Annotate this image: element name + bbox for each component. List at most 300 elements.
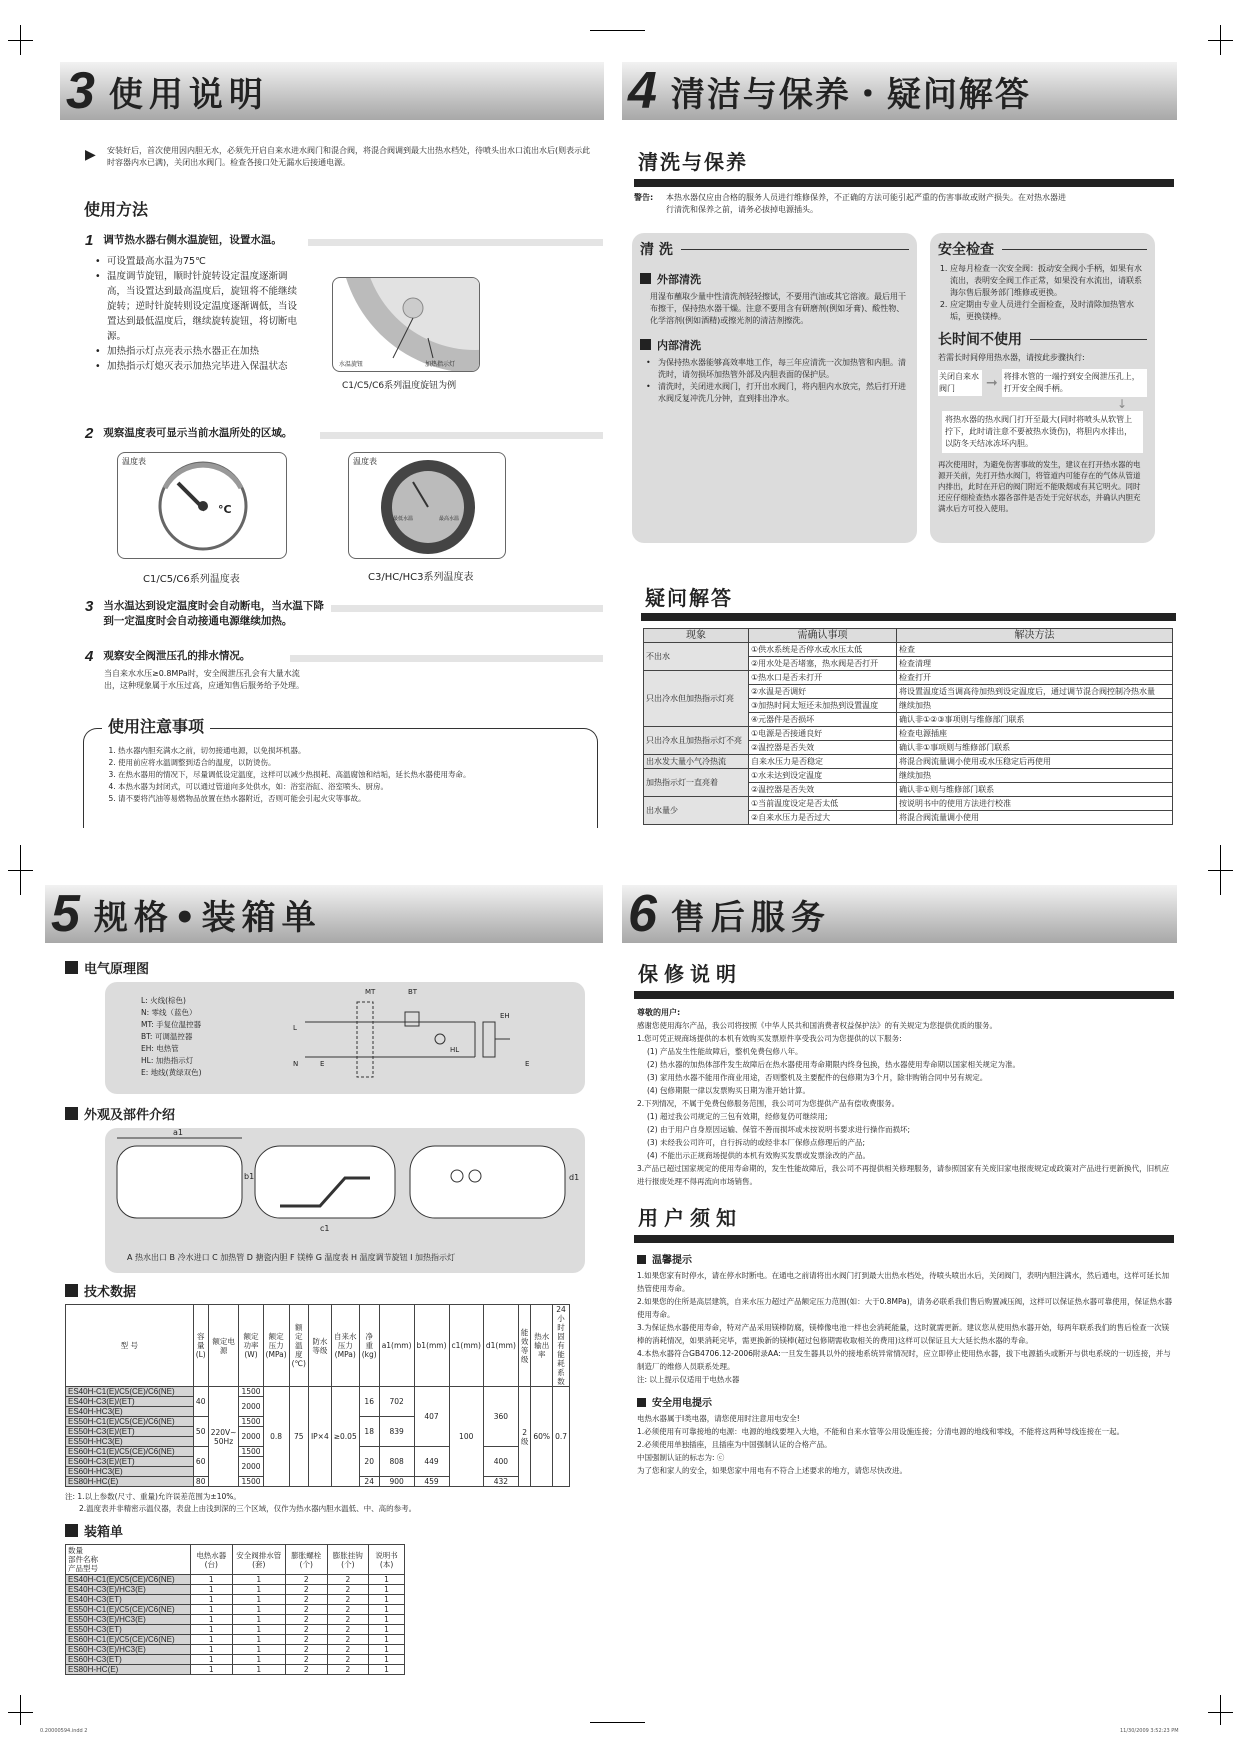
- list-item: 3.为保证热水器使用寿命，特对产品采用镁棒防腐，镁棒像电池一样也会消耗能量，这时就需更新。建议您从使用热水器开始，每两年联系我们的售后检查一次镁棒的消耗情况，如果消耗完毕，需更换新的镁棒(超过包修期需收取相关的费用)这样可以保证且大大延长热水器的寿命。: [637, 1323, 1170, 1345]
- weight-cell: 16: [359, 1387, 379, 1417]
- model-cell: ES40H-C1(E)/C5(CE)/C6(NE): [66, 1575, 191, 1585]
- zone-label: 最高水温: [439, 516, 460, 522]
- step-number: 3: [85, 598, 94, 615]
- heading-text: 外部清洗: [657, 273, 701, 286]
- section-title: 规格•装箱单: [93, 897, 322, 938]
- solution-cell: 将设置温度适当调高待加热到设定温度后，通过调节混合阀控制冷热水量: [897, 685, 1173, 699]
- flow-step: 将热水器的热水阀门打开至最大(同时将喷头从软管上拧下，此时请注意不要被热水烫伤)，将胆内水排出，以防冬天结冰冻坏内胆。: [942, 411, 1143, 453]
- check-cell: ④元器件是否损坏: [749, 713, 897, 727]
- safety-title: 安全检查: [938, 242, 994, 258]
- table-row: [66, 1645, 405, 1655]
- legend-item: N: 零线（蓝色）: [141, 1008, 197, 1017]
- safety-title-row: [938, 239, 1147, 259]
- list-item: • 为保持热水器能够高效率地工作，每三年应清洗一次加热管和内胆。清洗时，请勿损坏加热管外部及内胆表面的保护层。: [646, 357, 909, 381]
- power-cell: 1500: [239, 1477, 263, 1487]
- step-title: 观察温度表可显示当前水温所处的区域。: [103, 427, 293, 439]
- zone-label: 最低水温: [393, 516, 414, 522]
- column-header: 电热水器(台): [191, 1545, 233, 1575]
- crop-mark: [20, 25, 21, 55]
- spec-notes: [65, 1491, 585, 1515]
- note: 注: 1.以上参数(尺寸、重量)允许误差范围为±10%。: [65, 1492, 241, 1501]
- step-title: 调节热水器右侧水温旋钮，设置水温。: [103, 234, 282, 246]
- divider: [634, 1235, 1174, 1243]
- quantity-cell: 1: [369, 1635, 405, 1645]
- quantity-cell: 2: [327, 1655, 369, 1665]
- quantity-cell: 1: [191, 1665, 233, 1675]
- table-row: [66, 1665, 405, 1675]
- heading-text: 内部清洗: [657, 339, 701, 352]
- solution-cell: 继续加热: [897, 769, 1173, 783]
- quantity-cell: 2: [327, 1615, 369, 1625]
- list-item: (2) 由于用户自身原因运输、保管不善而损坏或未按说明书要求进行操作而损坏;: [647, 1125, 911, 1134]
- check-cell: ③加热时间太短还未加热到设置温度: [749, 699, 897, 713]
- divider: [290, 655, 603, 662]
- list-item: 1. 应每月检查一次安全阀：扳动安全阀小手柄，如果有水流出，表明安全阀工作正常，如果没有水流出，请联系海尔售后服务部门维修或更换。: [950, 263, 1147, 299]
- check-cell: ①水未达到设定温度: [749, 769, 897, 783]
- gauge-c1-figure: [117, 452, 287, 559]
- quantity-cell: 1: [232, 1575, 285, 1585]
- quantity-cell: 2: [285, 1605, 327, 1615]
- unit-label: °C: [218, 503, 232, 516]
- play-arrow-icon: ▶: [85, 147, 96, 163]
- column-header: 膨胀挂钩(个): [327, 1545, 369, 1575]
- solution-cell: 确认非①则与维修部门联系: [897, 783, 1173, 797]
- packing-heading: [65, 1521, 585, 1540]
- quantity-cell: 1: [191, 1615, 233, 1625]
- step-4: [85, 648, 250, 665]
- quantity-cell: 2: [285, 1585, 327, 1595]
- parts-heading: [65, 1104, 175, 1123]
- list-item: 1.您可凭正规商场提供的本机有效购买发票原件享受我公司为您提供的以下服务:: [637, 1034, 902, 1043]
- section-title: 清洁与保养・疑问解答: [670, 74, 1031, 115]
- column-header: 热水输出率: [531, 1305, 553, 1387]
- section-5-header: [45, 885, 603, 943]
- diagram-label: E: [320, 1060, 325, 1068]
- figure-caption: C3/HC/HC3系列温度表: [368, 572, 474, 583]
- packing-table: [65, 1544, 405, 1675]
- crop-mark: [20, 845, 21, 895]
- flow-row: [938, 369, 1147, 397]
- a1-cell: 839: [379, 1417, 414, 1447]
- quantity-cell: 2: [285, 1645, 327, 1655]
- list-item: • 清洗时，关闭进水阀门，打开出水阀门，将内胆内水放完，然后打开进水阀反复冲洗几分钟，直到排出净水。: [646, 381, 909, 405]
- divider: [1030, 339, 1147, 340]
- solution-cell: 继续加热: [897, 699, 1173, 713]
- gauge-c3-figure: [348, 452, 506, 559]
- list-item: (4) 包修期限一律以发票购买日期为准开始计算。: [647, 1086, 811, 1095]
- quantity-cell: 1: [232, 1645, 285, 1655]
- capacity-cell: 60: [193, 1447, 208, 1477]
- model-cell: ES60H-C1(E)/C5(CE)/C6(NE): [66, 1447, 194, 1457]
- column-header: 解决方法: [897, 629, 1173, 643]
- bullet: • 加热指示灯熄灭表示加热完毕进入保温状态: [95, 359, 305, 374]
- gauge-label: 温度表: [122, 457, 146, 466]
- model-cell: ES60H-C1(E)/C5(CE)/C6(NE): [66, 1635, 191, 1645]
- divider: [320, 432, 603, 439]
- cleaning-heading: 清洗与保养: [638, 150, 748, 174]
- thermometer-gauge-icon: [373, 457, 483, 557]
- table-row: [644, 797, 1173, 811]
- flow-step: 关闭自来水阀门: [938, 370, 982, 396]
- dimension-label: b1: [244, 1172, 255, 1181]
- electric-safety-heading: [634, 1394, 1174, 1409]
- capacity-cell: 80: [193, 1477, 208, 1487]
- pressure-note: 当自来水水压≥0.8MPa时，安全阀泄压孔会有大量水流出，这种现象属于水压过高，应通知售后服务给予处理。: [104, 669, 304, 690]
- solution-cell: 将混合阀流量调小使用: [897, 811, 1173, 825]
- quantity-cell: 2: [327, 1635, 369, 1645]
- intro-text: 安装好后，首次使用因内胆无水，必须先开启自来水进水阀门和混合阀，将混合阀调到最大出热水档处，待喷头出水口流出水后(则表示此时容器内水已满)，关闭出水阀门。检查各接口处无漏水后接通电源。: [107, 146, 591, 167]
- diagram-label: E: [525, 1060, 530, 1068]
- quantity-cell: 2: [327, 1625, 369, 1635]
- column-header: 额定功率(W): [239, 1305, 263, 1387]
- flow-step: 将排水管的一端拧到安全阀泄压孔上，打开安全阀手柄。: [1002, 369, 1147, 397]
- quantity-cell: 2: [285, 1595, 327, 1605]
- column-header: 需确认事项: [749, 629, 897, 643]
- heading-text: 电气原理图: [84, 962, 150, 977]
- quantity-cell: 2: [327, 1665, 369, 1675]
- spec-cell: 220V~ 50Hz: [208, 1387, 239, 1487]
- quantity-cell: 2: [285, 1655, 327, 1665]
- list-item: (1) 超过我公司规定的三包有效期，经修复仍可继续用;: [647, 1112, 828, 1121]
- quantity-cell: 1: [232, 1635, 285, 1645]
- symptom-cell: 出水发大量小气冷热流: [644, 755, 749, 769]
- long-term-intro: 若需长时间停用热水器，请按此步骤执行:: [938, 353, 1085, 362]
- column-header: a1(mm): [379, 1305, 414, 1387]
- quantity-cell: 1: [191, 1605, 233, 1615]
- warning-text: 本热水器仅应由合格的服务人员进行维修保养，不正确的方法可能引起严重的伤害事故或财产损失。在对热水器进行清洗和保养之前，请务必拔掉电源插头。: [666, 193, 1066, 214]
- spec-cell: 449: [414, 1447, 449, 1477]
- section-title: 售后服务: [670, 897, 831, 938]
- table-row: [66, 1605, 405, 1615]
- safety-box: [930, 233, 1155, 543]
- square-bullet-icon: [640, 339, 651, 350]
- column-header: 净重(kg): [359, 1305, 379, 1387]
- crop-mark: [590, 30, 645, 31]
- cautions-title: 使用注意事项: [102, 717, 210, 737]
- gauge-label: 温度表: [353, 457, 377, 466]
- step-title: 观察安全阀泄压孔的排水情况。: [103, 650, 251, 662]
- column-header: 额定温度(℃): [289, 1305, 308, 1387]
- solution-cell: 确认非①②③事项则与维修部门联系: [897, 713, 1173, 727]
- section-number: 5: [51, 885, 80, 943]
- column-header: 能效等级: [518, 1305, 531, 1387]
- corner-header: [66, 1545, 191, 1575]
- legend-item: BT: 可调温控器: [141, 1032, 193, 1041]
- internal-cleaning-heading: [640, 337, 909, 353]
- table-row: [644, 727, 1173, 741]
- symptom-cell: 只出冷水但加热指示灯亮: [644, 671, 749, 727]
- quantity-cell: 1: [232, 1595, 285, 1605]
- step-1: [85, 232, 282, 249]
- step-1-bullets: [95, 254, 305, 374]
- symptom-cell: 只出冷水且加热指示灯不亮: [644, 727, 749, 755]
- diagram-label: N: [293, 1060, 299, 1068]
- divider: [331, 605, 603, 612]
- square-bullet-icon: [640, 273, 651, 284]
- quantity-cell: 1: [232, 1665, 285, 1675]
- diagram-label: MT: [365, 988, 376, 996]
- list-item: 中国强制认证的标志为: ⓒ: [637, 1453, 725, 1462]
- section-6-body: [634, 958, 1174, 1477]
- electrical-heading: [65, 958, 149, 977]
- capacity-cell: 40: [193, 1387, 208, 1417]
- square-bullet-icon: [637, 1398, 646, 1407]
- footer-file: 0.20000594.indd 2: [40, 1728, 88, 1734]
- quantity-cell: 2: [285, 1625, 327, 1635]
- long-term-title: 长时间不使用: [938, 332, 1022, 348]
- heading-text: 装箱单: [84, 1525, 124, 1540]
- knob-figure: [332, 277, 480, 372]
- list-item: 电热水器属于Ⅰ类电器，请您使用时注意用电安全!: [637, 1414, 800, 1423]
- quantity-cell: 2: [285, 1575, 327, 1585]
- check-cell: ①供水系统是否停水或水压太低: [749, 643, 897, 657]
- quantity-cell: 1: [191, 1595, 233, 1605]
- table-row: [644, 769, 1173, 783]
- column-header: d1(mm): [483, 1305, 518, 1387]
- column-header: b1(mm): [414, 1305, 449, 1387]
- arrow-right-icon: ➞: [986, 375, 998, 391]
- weight-cell: 20: [359, 1447, 379, 1477]
- check-cell: ②自来水压力是否过大: [749, 811, 897, 825]
- quantity-cell: 1: [369, 1605, 405, 1615]
- list-item: 4.本热水器符合GB4706.12-2006附录AA:一旦发生器具以外的接地系统异常情况时，应立即停止使用热水器，拔下电源插头或断开与供电系统的一切连接，并与制造厂的维修人员联系处理。: [637, 1349, 1171, 1371]
- heater-drawings: [105, 1128, 585, 1246]
- model-cell: ES50H-C3(ET): [66, 1625, 191, 1635]
- spec-table: [65, 1304, 570, 1487]
- note: 2.温度表并非精密示温仪器，表盘上由浅到深的三个区域，仅作为热水器内胆水温低、中、高的参考。: [79, 1504, 417, 1513]
- check-cell: 自来水压力是否稳定: [749, 755, 897, 769]
- table-row: [66, 1615, 405, 1625]
- solution-cell: 检查清理: [897, 657, 1173, 671]
- wash-title: 清 洗: [640, 242, 673, 258]
- warning-label: 警告:: [634, 193, 654, 202]
- quantity-cell: 1: [191, 1635, 233, 1645]
- symptom-cell: 出水量少: [644, 797, 749, 825]
- quantity-cell: 1: [369, 1655, 405, 1665]
- quantity-cell: 1: [369, 1665, 405, 1675]
- section-number: 4: [628, 62, 657, 120]
- quantity-cell: 2: [285, 1635, 327, 1645]
- quantity-cell: 2: [285, 1665, 327, 1675]
- legend-item: HL: 加热指示灯: [141, 1056, 194, 1065]
- section-4-header: [622, 62, 1177, 120]
- crop-mark: [1220, 25, 1221, 55]
- heading-text: 外观及部件介绍: [84, 1108, 176, 1123]
- diagram-label: L: [293, 1024, 297, 1032]
- dimension-label: c1: [320, 1224, 330, 1233]
- long-term-note: 再次使用时，为避免伤害事故的发生，建议在打开热水器的电源开关前，先打开热水阀门，将管道内可能存在的气体从管道内排出，此时在开启的阀门附近不能吸烟或有其它明火。同时还应仔细检查热水器各部件是否处于完好状态，并确认内胆充满水后方可投入使用。: [938, 460, 1141, 513]
- list-item: (3) 未经我公司许可，自行拆动的或经非本厂保修点修理后的产品;: [647, 1138, 866, 1147]
- quantity-cell: 1: [232, 1615, 285, 1625]
- solution-cell: 检查: [897, 643, 1173, 657]
- tech-and-packing: [65, 1281, 585, 1675]
- thermometer-gauge-icon: [143, 458, 263, 558]
- table-row: [644, 755, 1173, 769]
- step-number: 4: [85, 648, 94, 665]
- column-header: c1(mm): [449, 1305, 483, 1387]
- dimension-label: d1: [569, 1173, 580, 1182]
- spec-cell: 0.7: [553, 1387, 570, 1487]
- solution-cell: 按说明书中的使用方法进行校准: [897, 797, 1173, 811]
- heading-text: 安全用电提示: [652, 1398, 712, 1409]
- circuit-diagram: [285, 987, 575, 1087]
- table-row: [644, 643, 1173, 657]
- safety-list: [938, 263, 1147, 323]
- weight-cell: 18: [359, 1417, 379, 1447]
- quantity-cell: 2: [285, 1615, 327, 1625]
- symptom-cell: 加热指示灯一直亮着: [644, 769, 749, 797]
- header-text: 数量: [68, 1546, 83, 1555]
- legend-item: EH: 电热管: [141, 1044, 179, 1053]
- bullet: • 可设置最高水温为75℃: [95, 254, 305, 269]
- internal-cleaning-list: [646, 357, 909, 405]
- power-cell: 2000: [239, 1397, 263, 1417]
- divider: [1002, 249, 1147, 250]
- column-header: 膨胀螺栓(个): [285, 1545, 327, 1575]
- quantity-cell: 1: [191, 1575, 233, 1585]
- a1-cell: 900: [379, 1477, 414, 1487]
- table-row: [66, 1387, 570, 1397]
- a1-cell: 702: [379, 1387, 414, 1417]
- column-header: 24小时固有能耗系数: [553, 1305, 570, 1387]
- legend: [141, 995, 202, 1079]
- check-cell: ①电源是否接通良好: [749, 727, 897, 741]
- quantity-cell: 1: [369, 1645, 405, 1655]
- spec-cell: 432: [483, 1477, 518, 1487]
- section-title: 使用说明: [108, 74, 269, 115]
- quantity-cell: 1: [191, 1655, 233, 1665]
- column-header: 额定压力(MPa): [263, 1305, 289, 1387]
- divider: [308, 239, 603, 246]
- list-item: 2.下列情况，不属于免费包修服务范围，我公司可为您提供产品有偿收费服务。: [637, 1099, 900, 1108]
- column-header: 额定电源: [208, 1305, 239, 1387]
- figure-label: 水温旋钮: [339, 361, 364, 368]
- power-cell: 2000: [239, 1427, 263, 1447]
- model-cell: ES60H-C3(E)/(ET): [66, 1457, 194, 1467]
- crop-mark: [590, 1722, 645, 1723]
- solution-cell: 确认非①事项则与维修部门联系: [897, 741, 1173, 755]
- spec-cell: 407: [414, 1387, 449, 1447]
- spec-cell: 459: [414, 1477, 449, 1487]
- solution-cell: 将混合阀流量调小使用或水压稳定后再使用: [897, 755, 1173, 769]
- square-bullet-icon: [65, 1524, 78, 1537]
- figure-caption: C1/C5/C6系列温度表: [143, 574, 240, 585]
- model-cell: ES60H-HC3(E): [66, 1467, 194, 1477]
- table-row: [66, 1585, 405, 1595]
- legend-item: MT: 手复位温控器: [141, 1020, 202, 1029]
- spec-cell: 60%: [531, 1387, 553, 1487]
- spec-cell: 2级: [518, 1387, 531, 1487]
- step-title: 当水温达到设定温度时会自动断电，当水温下降到一定温度时会自动接通电源继续加热。: [103, 600, 324, 627]
- model-cell: ES80H-HC(E): [66, 1665, 191, 1675]
- quantity-cell: 1: [369, 1625, 405, 1635]
- quantity-cell: 1: [232, 1605, 285, 1615]
- power-cell: 1500: [239, 1447, 263, 1457]
- external-cleaning-heading: [640, 271, 909, 287]
- check-cell: ①当前温度设定是否太低: [749, 797, 897, 811]
- model-cell: ES50H-C3(E)/(ET): [66, 1427, 194, 1437]
- warranty-list: [634, 1019, 1174, 1188]
- square-bullet-icon: [637, 1255, 646, 1264]
- table-row: [66, 1595, 405, 1605]
- divider: [634, 991, 1174, 999]
- model-cell: ES50H-C1(E)/C5(CE)/C6(NE): [66, 1417, 194, 1427]
- table-header-row: [66, 1305, 570, 1387]
- capacity-cell: 50: [193, 1417, 208, 1447]
- warranty-heading: 保修说明: [638, 962, 742, 986]
- list-item: 2. 应定期由专业人员进行全面检查，及时清除加热管水垢，更换镁棒。: [950, 299, 1147, 323]
- weight-cell: 24: [359, 1477, 379, 1487]
- spec-cell: 360: [483, 1387, 518, 1447]
- spec-cell: ≥0.05: [331, 1387, 359, 1487]
- table-row: [66, 1655, 405, 1665]
- section-number: 6: [628, 885, 657, 943]
- notice-heading: 用户须知: [638, 1206, 742, 1230]
- crop-mark: [20, 1695, 21, 1725]
- divider: [641, 613, 1176, 621]
- diagram-label: EH: [500, 1012, 510, 1020]
- check-cell: ①热水口是否未打开: [749, 671, 897, 685]
- list-item: 1.必须使用有可靠接地的电源：电源的地线要埋入大地，不能和自来水管等公用设施连接；分清电源的地线和零线，不能将这两种导线连接在一起。: [637, 1427, 1125, 1436]
- usage-heading: 使用方法: [84, 200, 149, 219]
- quantity-cell: 1: [191, 1625, 233, 1635]
- faq-table: [643, 628, 1173, 825]
- power-cell: 1500: [239, 1417, 263, 1427]
- model-cell: ES40H-C1(E)/C5(CE)/C6(NE): [66, 1387, 194, 1397]
- diagram-label: HL: [450, 1046, 460, 1054]
- list-item: (4) 不能出示正规商场提供的本机有效购买发票或发票涂改的产品。: [647, 1151, 871, 1160]
- model-cell: ES40H-C3(ET): [66, 1595, 191, 1605]
- list-item: 感谢您使用海尔产品，我公司将按照《中华人民共和国消费者权益保护法》的有关规定为您提供优质的服务。: [637, 1021, 997, 1030]
- knob-illustration: [333, 278, 480, 372]
- check-cell: ②温控器是否失效: [749, 741, 897, 755]
- table-row: [66, 1575, 405, 1585]
- model-cell: ES40H-HC3(E): [66, 1407, 194, 1417]
- column-header: 防水等级: [308, 1305, 331, 1387]
- quantity-cell: 2: [327, 1575, 369, 1585]
- step-3: [85, 598, 325, 628]
- column-header: 自来水压力(MPa): [331, 1305, 359, 1387]
- diagram-label: BT: [408, 988, 418, 996]
- check-cell: ②用水处是否堵塞，热水阀是否打开: [749, 657, 897, 671]
- model-cell: ES50H-HC3(E): [66, 1437, 194, 1447]
- faq-heading: 疑问解答: [645, 586, 733, 610]
- quantity-cell: 1: [232, 1585, 285, 1595]
- caution-item: 2. 使用前应将水温调整到适合的温度，以防烫伤。: [118, 757, 586, 769]
- table-row: [644, 671, 1173, 685]
- list-item: (2) 热水器的加热体部件发生故障后在热水器使用寿命期限内终身包换，热水器使用寿命期以国家相关规定为准。: [647, 1060, 1021, 1069]
- quantity-cell: 2: [327, 1585, 369, 1595]
- step-2: [85, 425, 292, 442]
- list-item: 3.产品已超过国家规定的使用寿命期的，发生性能故障后，我公司不再提供相关修理服务，请参照国家有关废旧家电报废规定或政策对产品进行更新换代，旧机应进行报废处理不得再流向市场销售。: [637, 1164, 1170, 1186]
- arrow-down-icon: ↓: [1116, 397, 1127, 411]
- step-number: 1: [85, 232, 94, 249]
- square-bullet-icon: [65, 961, 78, 974]
- list-item: (3) 家用热水器不能用作商业用途，否则整机及主要配件的包修期为3个月，除非购销合同中另有规定。: [647, 1073, 988, 1082]
- column-header: 型 号: [66, 1305, 194, 1387]
- bullet: • 加热指示灯点亮表示热水器正在加热: [95, 344, 305, 359]
- electrical-diagram-box: [105, 982, 585, 1094]
- quantity-cell: 2: [327, 1645, 369, 1655]
- spec-cell: 0.8: [263, 1387, 289, 1487]
- model-cell: ES40H-C3(E)/HC3(E): [66, 1585, 191, 1595]
- caution-item: 4. 本热水器为封闭式，可以通过管道向多处供水，如：浴室浴缸、浴室喷头、厨房。: [118, 781, 586, 793]
- quantity-cell: 2: [327, 1595, 369, 1605]
- divider: [634, 179, 1174, 187]
- tips-list: [634, 1269, 1174, 1386]
- list-item: 注: 以上提示仅适用于电热水器: [637, 1375, 740, 1384]
- model-cell: ES50H-C3(E)/HC3(E): [66, 1615, 191, 1625]
